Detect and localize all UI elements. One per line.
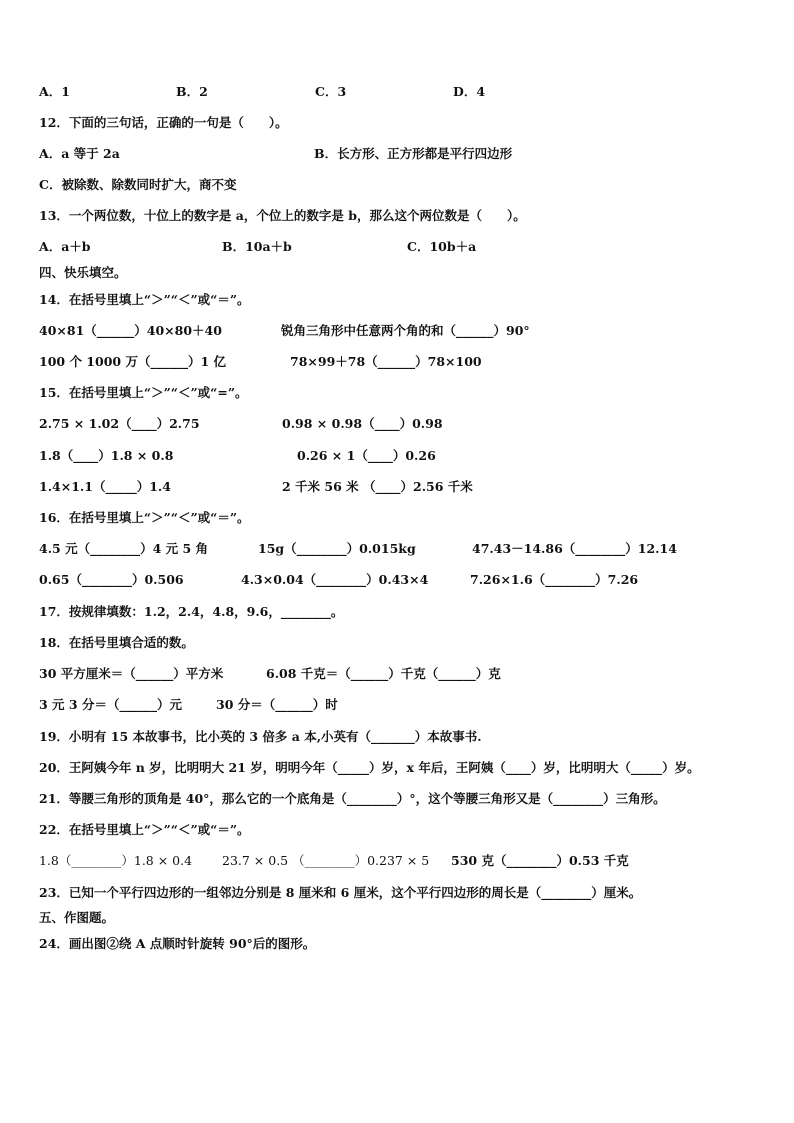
q22-stem: 22．在括号里填上“＞”“＜”或“＝”。 bbox=[39, 822, 250, 837]
q15-item-4: 0.26 × 1（____）0.26 bbox=[297, 448, 436, 463]
q24-text: 24．画出图②绕 A 点顺时针旋转 90°后的图形。 bbox=[39, 936, 316, 951]
q16-item-4: 0.65（________）0.506 bbox=[39, 572, 184, 587]
q16-stem: 16．在括号里填上“＞”“＜”或“＝”。 bbox=[39, 510, 250, 525]
q16-item-6: 7.26×1.6（________）7.26 bbox=[470, 572, 639, 587]
q14-stem: 14．在括号里填上“＞”“＜”或“＝”。 bbox=[39, 292, 250, 307]
section-five-heading: 五、作图题。 bbox=[39, 910, 115, 925]
q12-option-a: A．a 等于 2a bbox=[39, 146, 120, 161]
q18-item-4: 30 分＝（______）时 bbox=[216, 697, 338, 712]
q18-item-1: 30 平方厘米＝（______）平方米 bbox=[39, 666, 224, 681]
q11-option-d: D．4 bbox=[453, 84, 486, 99]
q11-option-c: C．3 bbox=[315, 84, 347, 99]
q21-text: 21．等腰三角形的顶角是 40°，那么它的一个底角是（________）°，这个等腰三角形又是（________）三角形。 bbox=[39, 791, 666, 806]
q22-item-1: 1.8（________）1.8 × 0.4 bbox=[39, 853, 193, 868]
q19-text: 19．小明有 15 本故事书，比小英的 3 倍多 a 本,小英有（_______）本故事书. bbox=[39, 729, 482, 744]
q11-option-a: A．1 bbox=[39, 84, 70, 99]
q16-item-2: 15g（________）0.015kg bbox=[258, 541, 416, 556]
q14-item-4: 78×99＋78（______）78×100 bbox=[290, 354, 482, 369]
q13-option-a: A．a＋b bbox=[39, 239, 91, 254]
q13-option-c: C．10b＋a bbox=[407, 239, 477, 254]
q16-item-3: 47.43－14.86（________）12.14 bbox=[472, 541, 677, 556]
q15-stem: 15．在括号里填上“＞”“＜”或“=”。 bbox=[39, 385, 248, 400]
q15-item-2: 0.98 × 0.98（____）0.98 bbox=[282, 416, 443, 431]
q18-stem: 18．在括号里填合适的数。 bbox=[39, 635, 194, 650]
q16-item-1: 4.5 元（________）4 元 5 角 bbox=[39, 541, 209, 556]
q12-stem: 12．下面的三句话，正确的一句是（ ）。 bbox=[39, 115, 288, 130]
q15-item-6: 2 千米 56 米 （____）2.56 千米 bbox=[282, 479, 473, 494]
q17-text: 17．按规律填数：1.2，2.4，4.8，9.6，________。 bbox=[39, 604, 344, 619]
q15-item-5: 1.4×1.1（_____）1.4 bbox=[39, 479, 171, 494]
q11-option-b: B．2 bbox=[176, 84, 208, 99]
q14-item-3: 100 个 1000 万（______）1 亿 bbox=[39, 354, 226, 369]
q13-stem: 13．一个两位数，十位上的数字是 a，个位上的数字是 b，那么这个两位数是（ ）。 bbox=[39, 208, 526, 223]
section-four-heading: 四、快乐填空。 bbox=[39, 265, 127, 280]
q20-text: 20．王阿姨今年 n 岁，比明明大 21 岁，明明今年（_____）岁，x 年后，王阿姨（____）岁，比明明大（_____）岁。 bbox=[39, 760, 700, 775]
q15-item-1: 2.75 × 1.02（____）2.75 bbox=[39, 416, 200, 431]
q23-text: 23．已知一个平行四边形的一组邻边分别是 8 厘米和 6 厘米，这个平行四边形的周长是（________）厘米。 bbox=[39, 885, 642, 900]
q14-item-2: 锐角三角形中任意两个角的和（______）90° bbox=[281, 323, 530, 338]
q16-item-5: 4.3×0.04（________）0.43×4 bbox=[241, 572, 429, 587]
q12-option-b: B．长方形、正方形都是平行四边形 bbox=[314, 146, 513, 161]
q22-item-2: 23.7 × 0.5 （________）0.237 × 5 bbox=[222, 853, 430, 868]
q12-option-c: C．被除数、除数同时扩大，商不变 bbox=[39, 177, 237, 192]
q15-item-3: 1.8（____）1.8 × 0.8 bbox=[39, 448, 174, 463]
q13-option-b: B．10a＋b bbox=[222, 239, 292, 254]
q14-item-1: 40×81（______）40×80＋40 bbox=[39, 323, 222, 338]
q22-item-3: 530 克（________）0.53 千克 bbox=[451, 853, 629, 868]
q18-item-3: 3 元 3 分＝（______）元 bbox=[39, 697, 182, 712]
q18-item-2: 6.08 千克＝（______）千克（______）克 bbox=[266, 666, 501, 681]
